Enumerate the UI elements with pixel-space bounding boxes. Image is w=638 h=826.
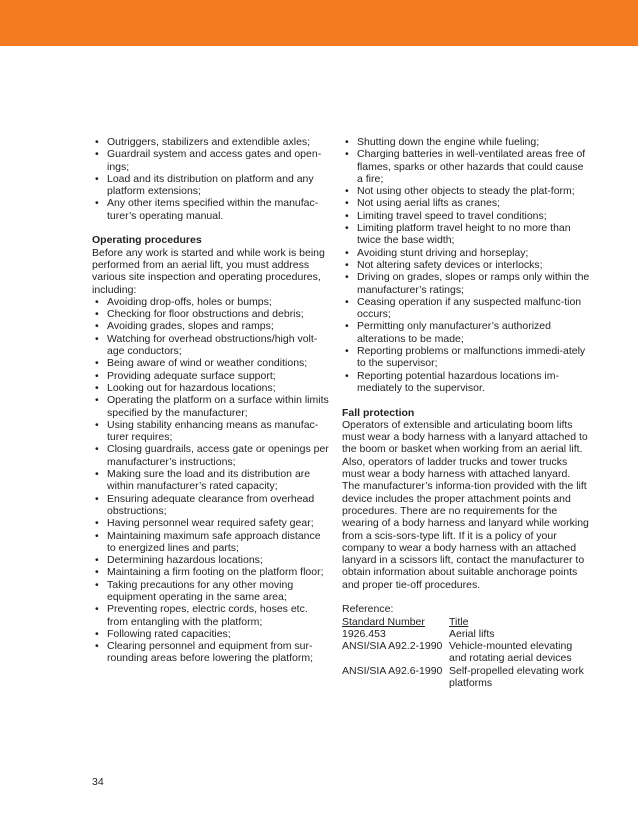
list-item: • Limiting travel speed to travel conditions; — [342, 210, 590, 222]
list-item: • Any other items specified within the manufac-turer’s operating manual. — [92, 197, 330, 222]
list-item: • Permitting only manufacturer’s authorized alterations to be made; — [342, 320, 590, 345]
list-item: • Not altering safety devices or interlocks; — [342, 259, 590, 271]
reference-label: Reference: — [342, 603, 394, 616]
list-item: • Charging batteries in well-ventilated areas free of flames, sparks or other hazards that could cause a fire; — [342, 148, 590, 185]
list-item: • Avoiding drop-offs, holes or bumps; — [92, 296, 330, 308]
list-item: • Maintaining a firm footing on the platform floor; — [92, 566, 330, 578]
list-item: • Shutting down the engine while fueling; — [342, 136, 590, 148]
table-row — [342, 628, 590, 640]
list-item: • Ensuring adequate clearance from overhead obstructions; — [92, 493, 330, 518]
title-cell: Vehicle-mounted elevating and rotating aerial devices — [449, 640, 573, 665]
left-column — [92, 136, 330, 665]
list-item: • Taking precautions for any other moving equipment operating in the same area; — [92, 579, 330, 604]
list-item: • Following rated capacities; — [92, 628, 330, 640]
list-item: • Being aware of wind or weather conditions; — [92, 357, 330, 369]
list-item: • Outriggers, stabilizers and extendible axles; — [92, 136, 330, 148]
list-item: • Providing adequate surface support; — [92, 370, 330, 382]
title-cell: Self-propelled elevating work platforms — [449, 664, 584, 690]
list-item: • Closing guardrails, access gate or openings per manufacturer’s instructions; — [92, 443, 330, 468]
operating-procedures-intro: Before any work is started and while work is being performed from an aerial lift, you must address various site inspection and operating procedures, including: — [92, 246, 325, 296]
continued-list — [342, 136, 590, 394]
table-row — [342, 640, 590, 665]
intro-list — [92, 136, 330, 222]
list-item: • Not using aerial lifts as cranes; — [342, 197, 590, 209]
list-item: • Making sure the load and its distribution are within manufacturer’s rated capacity; — [92, 468, 330, 493]
list-item: • Reporting problems or malfunctions immedi-ately to the supervisor; — [342, 345, 590, 370]
operating-procedures-list — [92, 296, 330, 665]
list-item: • Limiting platform travel height to no more than twice the base width; — [342, 222, 590, 247]
list-item: • Avoiding stunt driving and horseplay; — [342, 247, 590, 259]
list-item: • Determining hazardous locations; — [92, 554, 330, 566]
list-item: • Clearing personnel and equipment from sur-rounding areas before lowering the platform; — [92, 640, 330, 665]
list-item: • Maintaining maximum safe approach distance to energized lines and parts; — [92, 530, 330, 555]
standard-cell: ANSI/SIA A92.6-1990 — [342, 664, 443, 677]
list-item: • Preventing ropes, electric cords, hoses etc. from entangling with the platform; — [92, 603, 330, 628]
standard-cell: ANSI/SIA A92.2-1990 — [342, 640, 443, 653]
title-cell: Aerial lifts — [449, 627, 495, 640]
list-item: • Driving on grades, slopes or ramps only within the manufacturer’s ratings; — [342, 271, 590, 296]
list-item: • Using stability enhancing means as manufac-turer requires; — [92, 419, 330, 444]
list-item: • Guardrail system and access gates and open-ings; — [92, 148, 330, 173]
operating-procedures-heading: Operating procedures — [92, 234, 202, 247]
standard-number-header: Standard Number — [342, 615, 425, 628]
standard-cell: 1926.453 — [342, 627, 386, 640]
list-item: • Avoiding grades, slopes and ramps; — [92, 320, 330, 332]
list-item: • Looking out for hazardous locations; — [92, 382, 330, 394]
list-item: • Not using other objects to steady the plat-form; — [342, 185, 590, 197]
list-item: • Ceasing operation if any suspected malfunc-tion occurs; — [342, 296, 590, 321]
list-item: • Having personnel wear required safety gear; — [92, 517, 330, 529]
list-item: • Watching for overhead obstructions/high volt-age conductors; — [92, 333, 330, 358]
fall-protection-text: Operators of extensible and articulating boom lifts must wear a body harness with a lanyard attached to the boom or basket when working from an aerial lift. Also, operators of ladder trucks and tower trucks must wear a body harness with attached lanyard. The manufacturer’s informa-tion provided with the lift device includes the proper attachment points and procedures. There are no requirements for the wearing of a body harness and lanyard while working from a scis-sors-type lift. If it is a policy of your company to wear a body harness with an attached lanyard in a scissors lift, contact the manufacturer to obtain information about suitable anchorage points and proper tie-off procedures. — [342, 418, 589, 591]
reference-table — [342, 616, 590, 690]
header-band — [0, 0, 638, 46]
list-item: • Operating the platform on a surface within limits specified by the manufacturer; — [92, 394, 330, 419]
fall-protection-heading: Fall protection — [342, 406, 415, 419]
right-column — [342, 136, 590, 689]
page-number: 34 — [92, 776, 104, 788]
table-row — [342, 665, 590, 690]
list-item: • Reporting potential hazardous locations im-mediately to the supervisor. — [342, 370, 590, 395]
list-item: • Checking for floor obstructions and debris; — [92, 308, 330, 320]
reference-header-row — [342, 616, 590, 628]
title-header: Title — [449, 615, 469, 628]
list-item: • Load and its distribution on platform and any platform extensions; — [92, 173, 330, 198]
